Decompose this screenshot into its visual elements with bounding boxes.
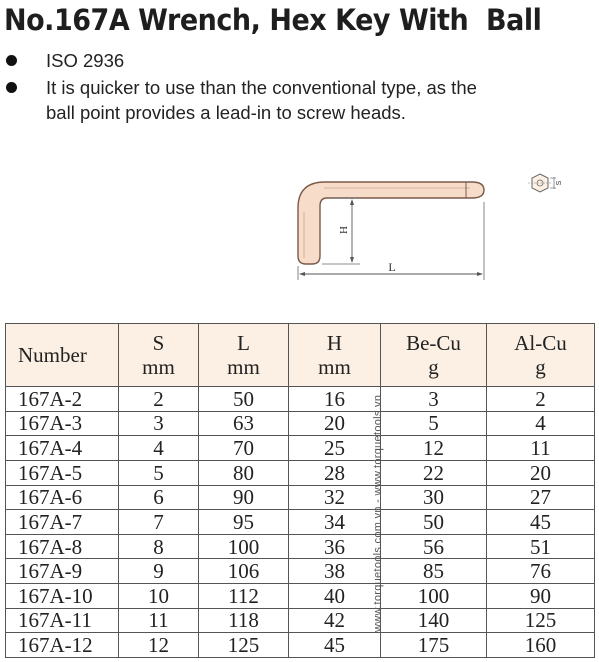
cell-l: 90	[199, 485, 289, 510]
cell-s: 12	[119, 633, 199, 658]
cell-al-cu: 160	[487, 633, 595, 658]
header-be-cu: Be-Cu g	[381, 324, 487, 387]
cell-h: 25	[289, 436, 381, 461]
cell-s: 4	[119, 436, 199, 461]
header-l: L mm	[199, 324, 289, 387]
cell-be-cu: 140	[381, 608, 487, 633]
cell-h: 45	[289, 633, 381, 658]
cell-s: 5	[119, 460, 199, 485]
page-title: No.167A Wrench, Hex Key With Ball	[4, 3, 542, 37]
cell-l: 100	[199, 534, 289, 559]
bullet-dot-icon	[6, 82, 17, 93]
cell-al-cu: 45	[487, 510, 595, 535]
cell-s: 2	[119, 387, 199, 412]
header-h: H mm	[289, 324, 381, 387]
cell-s: 9	[119, 559, 199, 584]
cell-be-cu: 56	[381, 534, 487, 559]
cell-l: 70	[199, 436, 289, 461]
cell-al-cu: 27	[487, 485, 595, 510]
cell-s: 6	[119, 485, 199, 510]
table-row	[6, 559, 595, 584]
cell-h: 38	[289, 559, 381, 584]
cell-l: 50	[199, 387, 289, 412]
cell-h: 16	[289, 387, 381, 412]
bullet-text: ISO 2936	[46, 50, 125, 71]
hex-key-drawing	[280, 168, 510, 288]
dimension-s-label: S	[556, 180, 563, 186]
table-row	[6, 387, 595, 412]
cell-h: 36	[289, 534, 381, 559]
cell-number: 167A-11	[6, 608, 119, 633]
cell-s: 10	[119, 584, 199, 609]
bullet-item	[6, 75, 486, 125]
cell-be-cu: 5	[381, 411, 487, 436]
cell-h: 42	[289, 608, 381, 633]
cell-s: 11	[119, 608, 199, 633]
cell-al-cu: 90	[487, 584, 595, 609]
hex-section-icon	[520, 168, 570, 218]
cell-number: 167A-3	[6, 411, 119, 436]
table-row	[6, 534, 595, 559]
cell-s: 8	[119, 534, 199, 559]
cell-s: 3	[119, 411, 199, 436]
cell-number: 167A-6	[6, 485, 119, 510]
cell-h: 20	[289, 411, 381, 436]
cell-number: 167A-5	[6, 460, 119, 485]
cell-be-cu: 3	[381, 387, 487, 412]
table-row	[6, 608, 595, 633]
cell-be-cu: 85	[381, 559, 487, 584]
cell-be-cu: 30	[381, 485, 487, 510]
table-row	[6, 436, 595, 461]
cell-number: 167A-2	[6, 387, 119, 412]
cell-al-cu: 51	[487, 534, 595, 559]
header-number: Number	[6, 324, 119, 387]
cell-number: 167A-9	[6, 559, 119, 584]
watermark-text: www.torquetools.com.vn - www.torquetools.vn	[372, 394, 384, 632]
spec-table-wrapper	[5, 323, 594, 658]
spec-table	[5, 323, 595, 658]
table-row	[6, 584, 595, 609]
hex-key-body	[298, 182, 484, 264]
table-row	[6, 633, 595, 658]
bullet-item	[6, 48, 486, 73]
cell-h: 28	[289, 460, 381, 485]
cell-be-cu: 12	[381, 436, 487, 461]
cell-al-cu: 125	[487, 608, 595, 633]
cell-h: 40	[289, 584, 381, 609]
table-body	[6, 387, 595, 658]
cell-l: 63	[199, 411, 289, 436]
table-row	[6, 510, 595, 535]
cell-al-cu: 4	[487, 411, 595, 436]
cell-l: 106	[199, 559, 289, 584]
feature-list	[6, 48, 486, 127]
cell-be-cu: 50	[381, 510, 487, 535]
cell-be-cu: 22	[381, 460, 487, 485]
cell-number: 167A-10	[6, 584, 119, 609]
cell-be-cu: 175	[381, 633, 487, 658]
cell-l: 80	[199, 460, 289, 485]
dimension-h-label: H	[338, 226, 350, 234]
table-header-row	[6, 324, 595, 387]
cell-l: 118	[199, 608, 289, 633]
cell-s: 7	[119, 510, 199, 535]
cell-l: 95	[199, 510, 289, 535]
cell-number: 167A-4	[6, 436, 119, 461]
cell-number: 167A-12	[6, 633, 119, 658]
table-row	[6, 411, 595, 436]
cell-al-cu: 2	[487, 387, 595, 412]
header-al-cu: Al-Cu g	[487, 324, 595, 387]
cell-l: 125	[199, 633, 289, 658]
cell-al-cu: 11	[487, 436, 595, 461]
bullet-text: It is quicker to use than the conventional type, as the ball point provides a lead-in to screw heads.	[46, 77, 477, 123]
cell-al-cu: 20	[487, 460, 595, 485]
table-row	[6, 460, 595, 485]
table-row	[6, 485, 595, 510]
cell-al-cu: 76	[487, 559, 595, 584]
bullet-dot-icon	[6, 55, 17, 66]
cell-number: 167A-7	[6, 510, 119, 535]
dimension-l-label: L	[388, 260, 396, 274]
cell-number: 167A-8	[6, 534, 119, 559]
cell-be-cu: 100	[381, 584, 487, 609]
header-s: S mm	[119, 324, 199, 387]
cell-l: 112	[199, 584, 289, 609]
cell-h: 34	[289, 510, 381, 535]
cell-h: 32	[289, 485, 381, 510]
